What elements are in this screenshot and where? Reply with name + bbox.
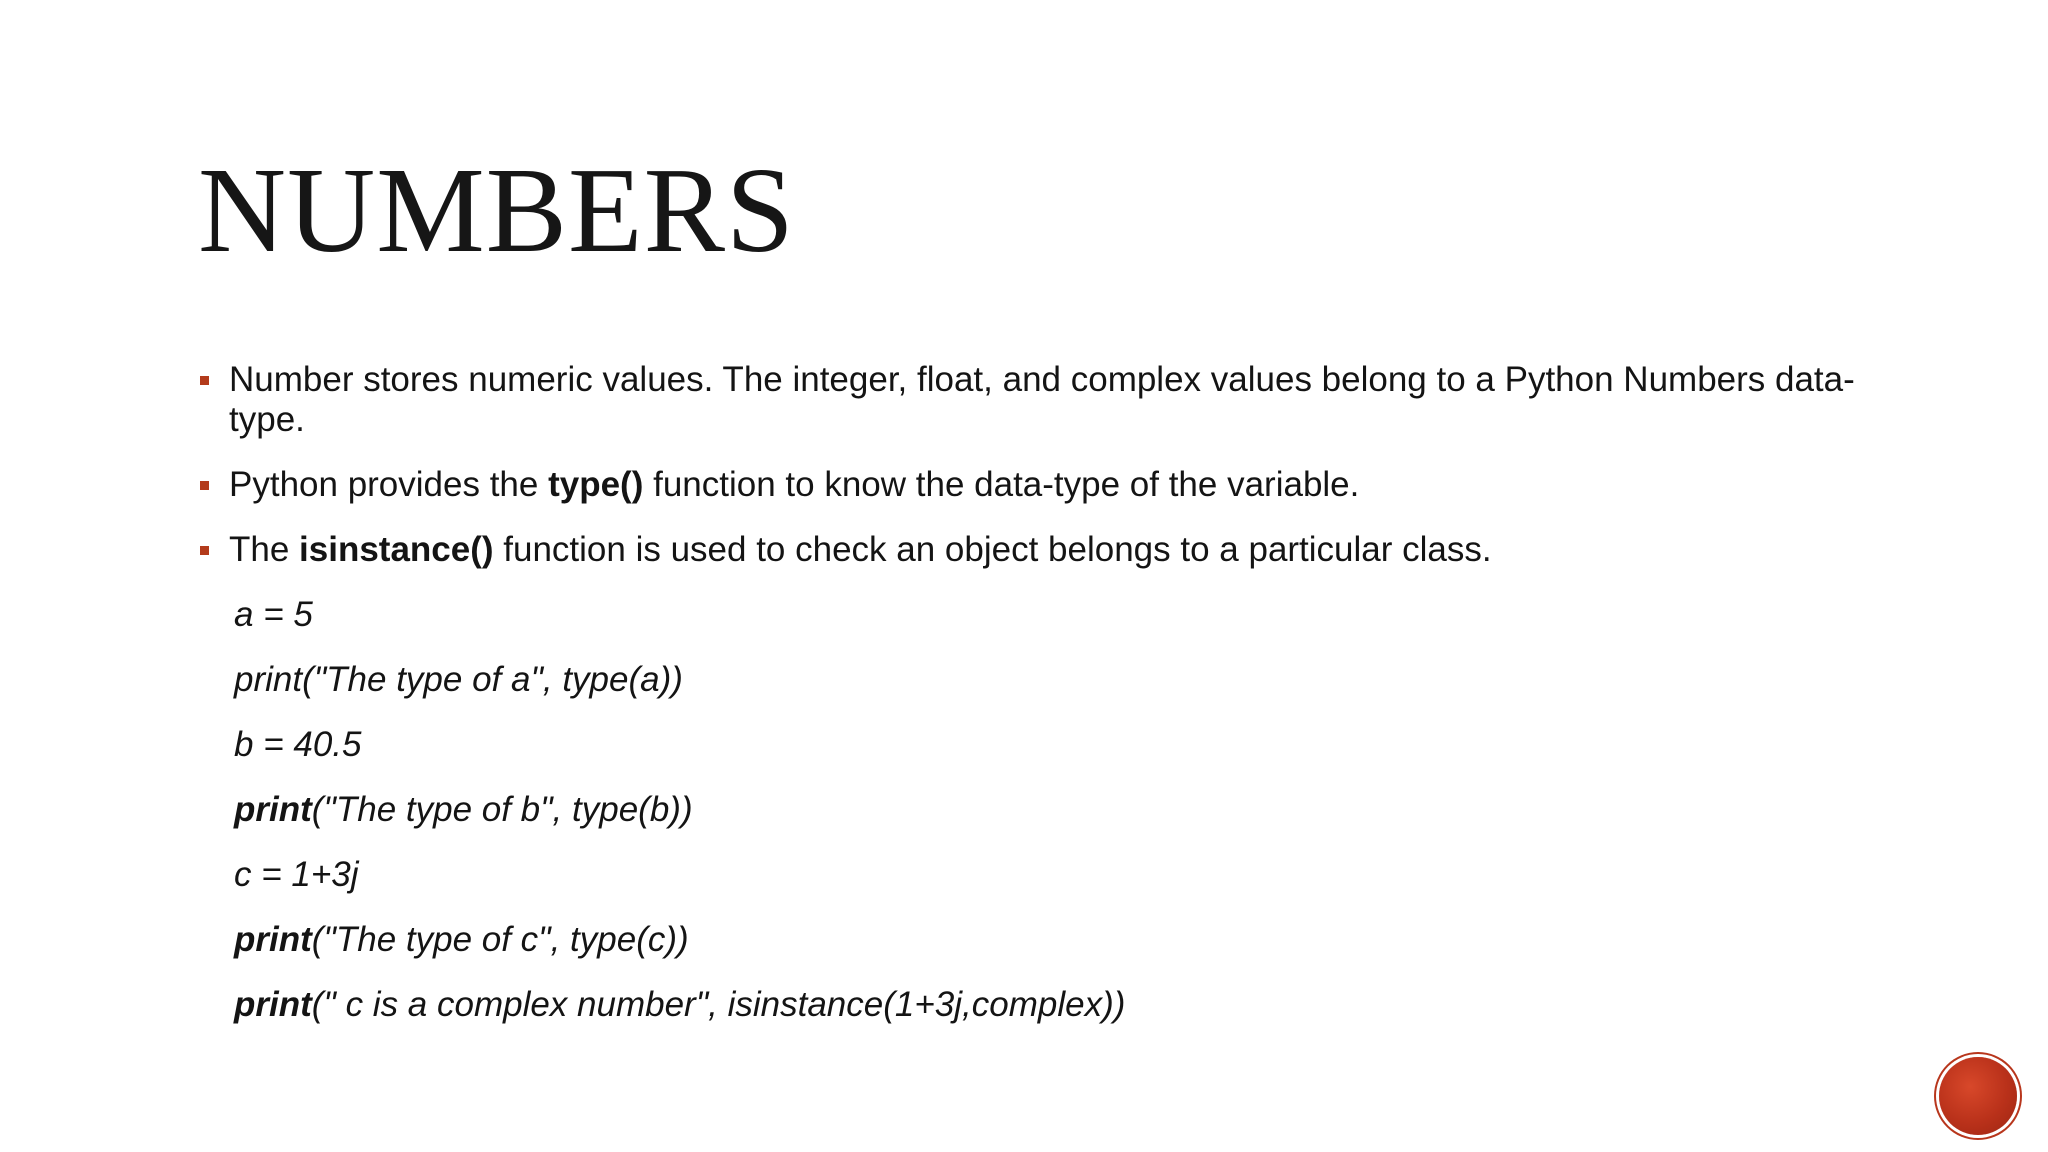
code-keyword: print: [234, 790, 312, 829]
code-text: a = 5: [234, 595, 313, 634]
code-keyword: print: [234, 920, 312, 959]
code-line: [234, 660, 1898, 700]
bullet-square-icon: [200, 481, 209, 490]
slide-nav-button[interactable]: [1939, 1057, 2017, 1135]
code-line: [234, 725, 1898, 765]
code-text: print("The type of a", type(a)): [234, 660, 683, 699]
code-text: c = 1+3j: [234, 855, 359, 894]
code-line: [234, 595, 1898, 635]
bullet-text: function is used to check an object belongs to a particular class.: [493, 530, 1492, 569]
code-example: [198, 595, 1898, 1025]
bullet-text: Number stores numeric values. The integer, float, and complex values belong to a Python Numbers data-type.: [229, 360, 1855, 439]
slide-content: [198, 360, 1898, 1050]
code-text: b = 40.5: [234, 725, 362, 764]
code-text: ("The type of c", type(c)): [311, 920, 689, 959]
bullet-text: function to know the data-type of the variable.: [643, 465, 1360, 504]
bullet-square-icon: [200, 376, 209, 385]
bullet-text: The: [229, 530, 300, 569]
code-line: [234, 855, 1898, 895]
bullet-text: Python provides the: [229, 465, 549, 504]
code-line: [234, 790, 1898, 830]
code-line: [234, 985, 1898, 1025]
code-line: [234, 920, 1898, 960]
code-text: ("The type of b", type(b)): [311, 790, 693, 829]
bullet-item: [198, 360, 1898, 440]
code-text: (" c is a complex number", isinstance(1+3j,complex)): [311, 985, 1126, 1024]
bullet-item: [198, 530, 1898, 570]
bullet-item: [198, 465, 1898, 505]
code-keyword: print: [234, 985, 312, 1024]
bullet-keyword: isinstance(): [299, 530, 494, 569]
bullet-square-icon: [200, 546, 209, 555]
slide-title: NUMBERS: [198, 143, 795, 278]
bullet-keyword: type(): [548, 465, 644, 504]
